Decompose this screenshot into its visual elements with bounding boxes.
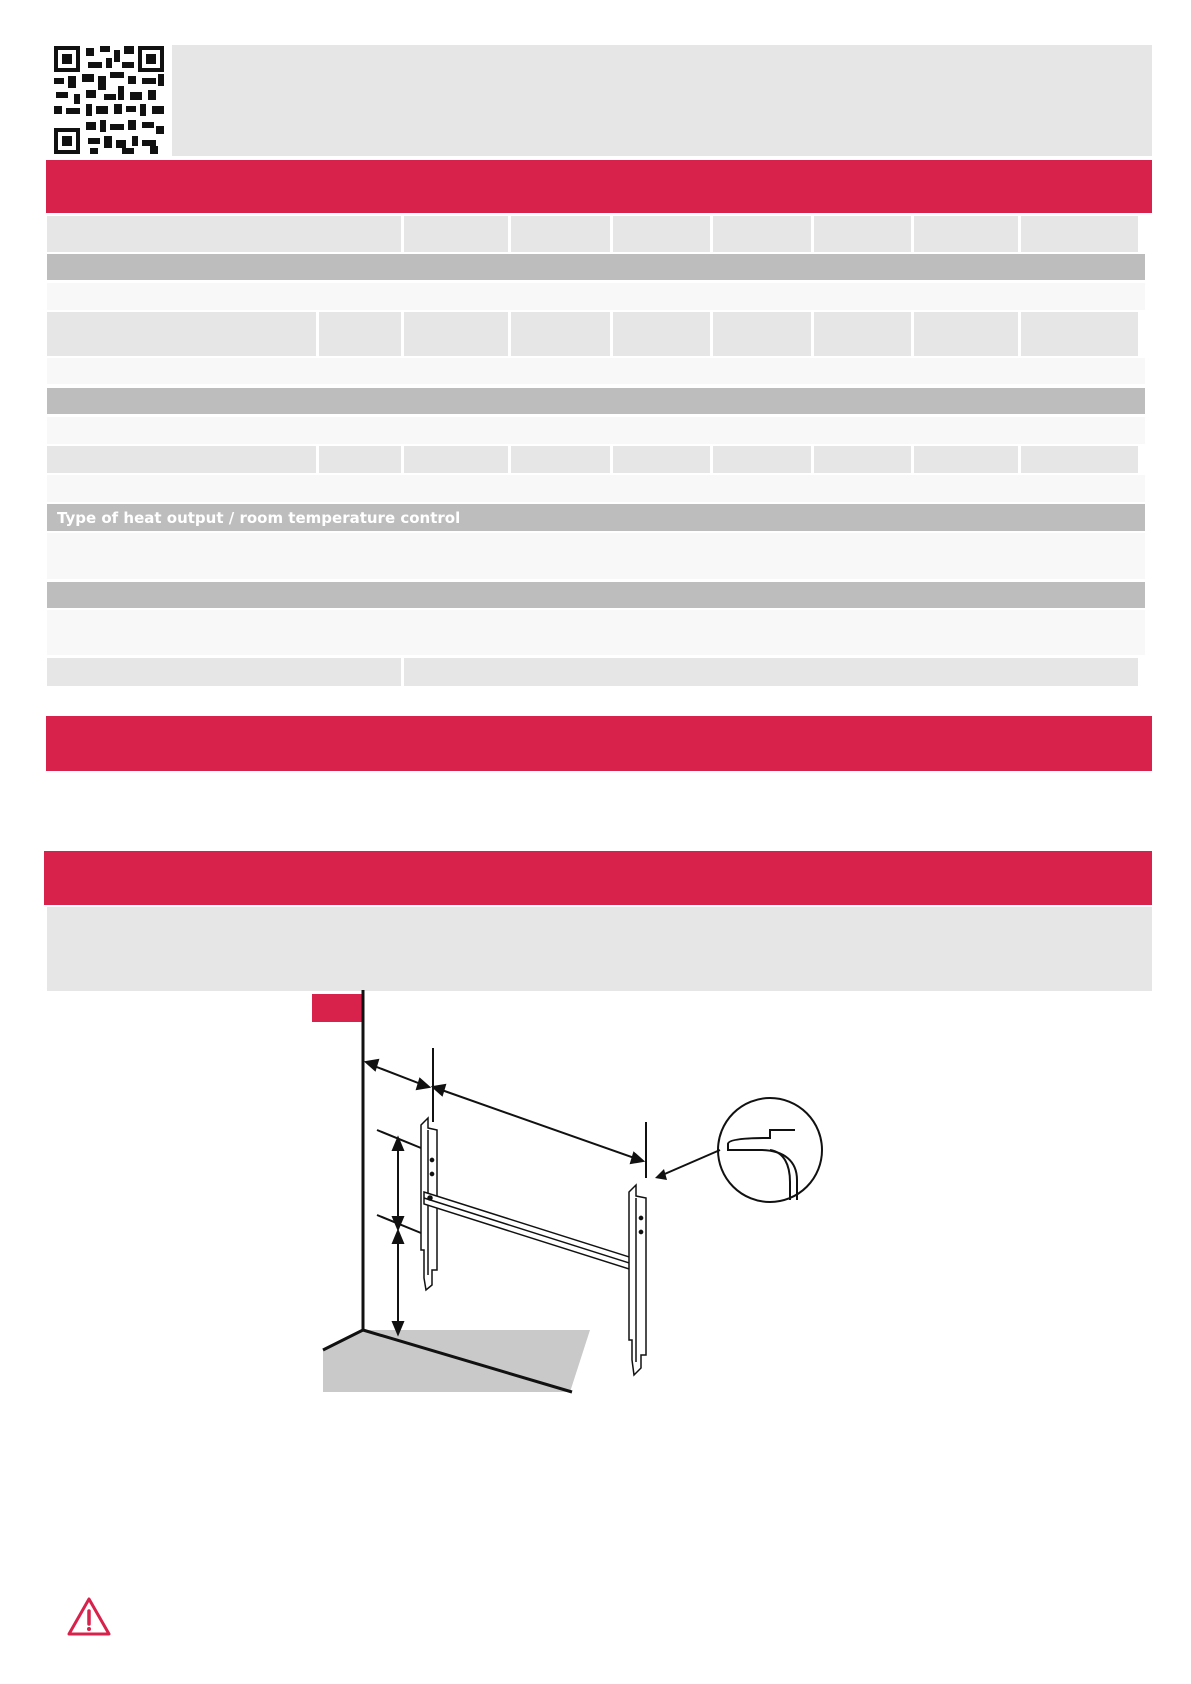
table-cell (713, 312, 811, 356)
table-cell (914, 446, 1018, 473)
dimension-arrows (366, 1048, 646, 1334)
table-header-cell (511, 216, 610, 252)
table-cell (319, 446, 401, 473)
table-cell (404, 658, 1138, 686)
table-cell (814, 312, 911, 356)
table-section-row (47, 504, 1145, 531)
section-header-bar (46, 160, 1152, 213)
table-row (47, 358, 1145, 384)
crossbar (424, 1192, 645, 1274)
warning-triangle-icon (66, 1596, 112, 1638)
table-row (47, 475, 1145, 502)
table-section-row (47, 388, 1145, 414)
table-header-cell (814, 216, 911, 252)
table-header-cell (613, 216, 710, 252)
table-row (47, 658, 1145, 686)
table-header-cell (914, 216, 1018, 252)
table-cell (713, 446, 811, 473)
instruction-panel (47, 907, 1152, 991)
floor-shape (323, 1330, 590, 1392)
table-cell (914, 312, 1018, 356)
table-header-cell (404, 216, 508, 252)
table-cell (613, 446, 710, 473)
table-cell (404, 446, 508, 473)
table-header-cell (1021, 216, 1138, 252)
section-title: Type of heat output / room temperature control (57, 509, 461, 527)
table-row (47, 417, 1145, 444)
table-section-row (47, 254, 1145, 280)
table-row (47, 283, 1145, 310)
qr-code-icon (52, 44, 170, 156)
table-row (47, 533, 1145, 579)
table-cell (404, 312, 508, 356)
header-panel (172, 45, 1152, 156)
table-cell (1021, 446, 1138, 473)
table-cell (47, 446, 316, 473)
table-cell (511, 312, 610, 356)
section-header-bar (44, 851, 1152, 905)
table-header-row (47, 216, 1145, 252)
table-row (47, 312, 1145, 356)
table-section-row (47, 582, 1145, 608)
table-cell (319, 312, 401, 356)
table-header-cell (47, 216, 401, 252)
table-cell (613, 312, 710, 356)
table-row (47, 610, 1145, 655)
right-bracket (629, 1185, 646, 1375)
table-cell (47, 312, 316, 356)
table-header-cell (713, 216, 811, 252)
table-cell (511, 446, 610, 473)
bracket-installation-drawing (300, 990, 840, 1395)
section-header-bar (46, 716, 1152, 771)
table-cell (1021, 312, 1138, 356)
table-row (47, 446, 1145, 473)
table-cell (47, 658, 401, 686)
detail-callout (655, 1098, 822, 1202)
table-cell (814, 446, 911, 473)
